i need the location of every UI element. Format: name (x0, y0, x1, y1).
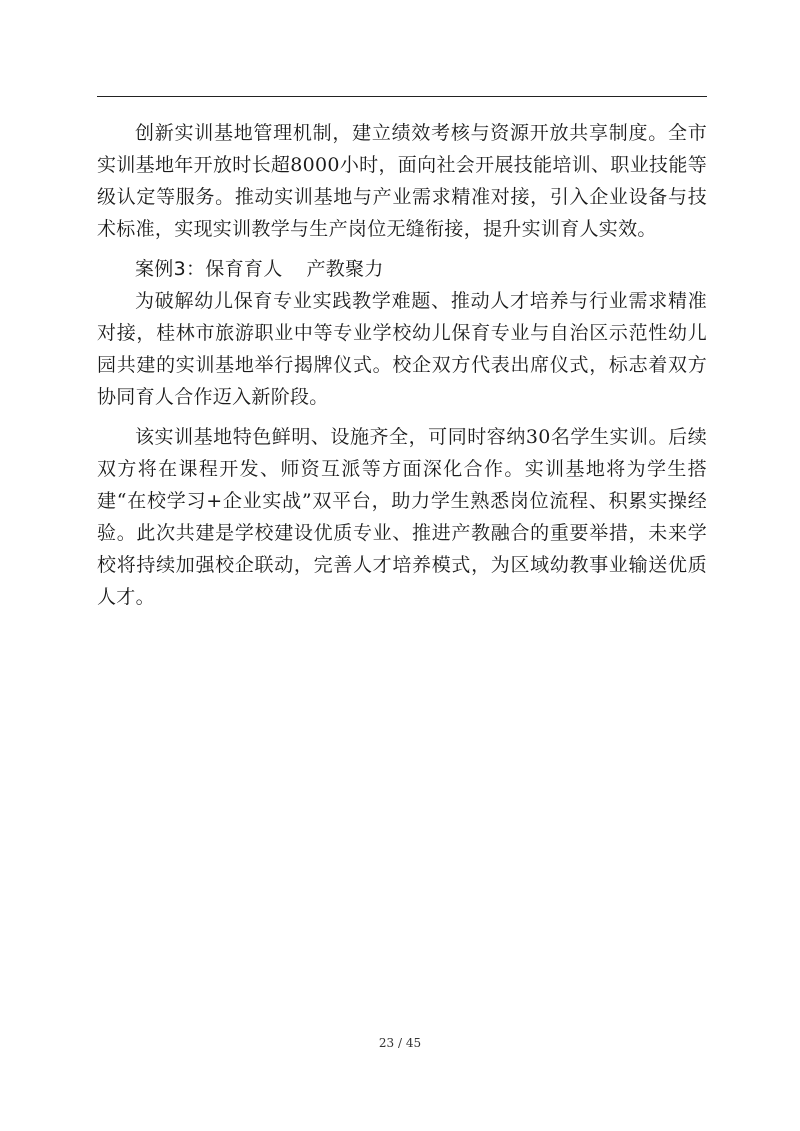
paragraph-training-base-management: 创新实训基地管理机制，建立绩效考核与资源开放共享制度。全市实训基地年开放时长超8000小时，面向社会开展技能培训、职业技能等级认定等服务。推动实训基地与产业需求精准对接，引入企业设备与技术标准，实现实训教学与生产岗位无缝衔接，提升实训育人实效。 (97, 122, 707, 240)
paragraph-case-details: 该实训基地特色鲜明、设施齐全，可同时容纳30名学生实训。后续双方将在课程开发、师资互派等方面深化合作。实训基地将为学生搭建“在校学习+企业实战”双平台，助力学生熟悉岗位流程、积累实操经验。此次共建是学校建设优质专业、推进产教融合的重要举措，未来学校将持续加强校企联动，完善人才培养模式，为区域幼教事业输送优质人才。 (97, 426, 707, 608)
page-number: 23 / 45 (378, 1036, 422, 1050)
header-rule (97, 96, 707, 97)
case-heading-prefix: 案例3：保育育人 (135, 258, 283, 280)
case-heading-suffix: 产教聚力 (306, 258, 384, 280)
case-heading (97, 253, 707, 285)
document-body (97, 117, 707, 613)
paragraph-case-intro: 为破解幼儿保育专业实践教学难题、推动人才培养与行业需求精准对接，桂林市旅游职业中等专业学校幼儿保育专业与自治区示范性幼儿园共建的实训基地举行揭牌仪式。校企双方代表出席仪式，标志着双方协同育人合作迈入新阶段。 (97, 290, 707, 408)
